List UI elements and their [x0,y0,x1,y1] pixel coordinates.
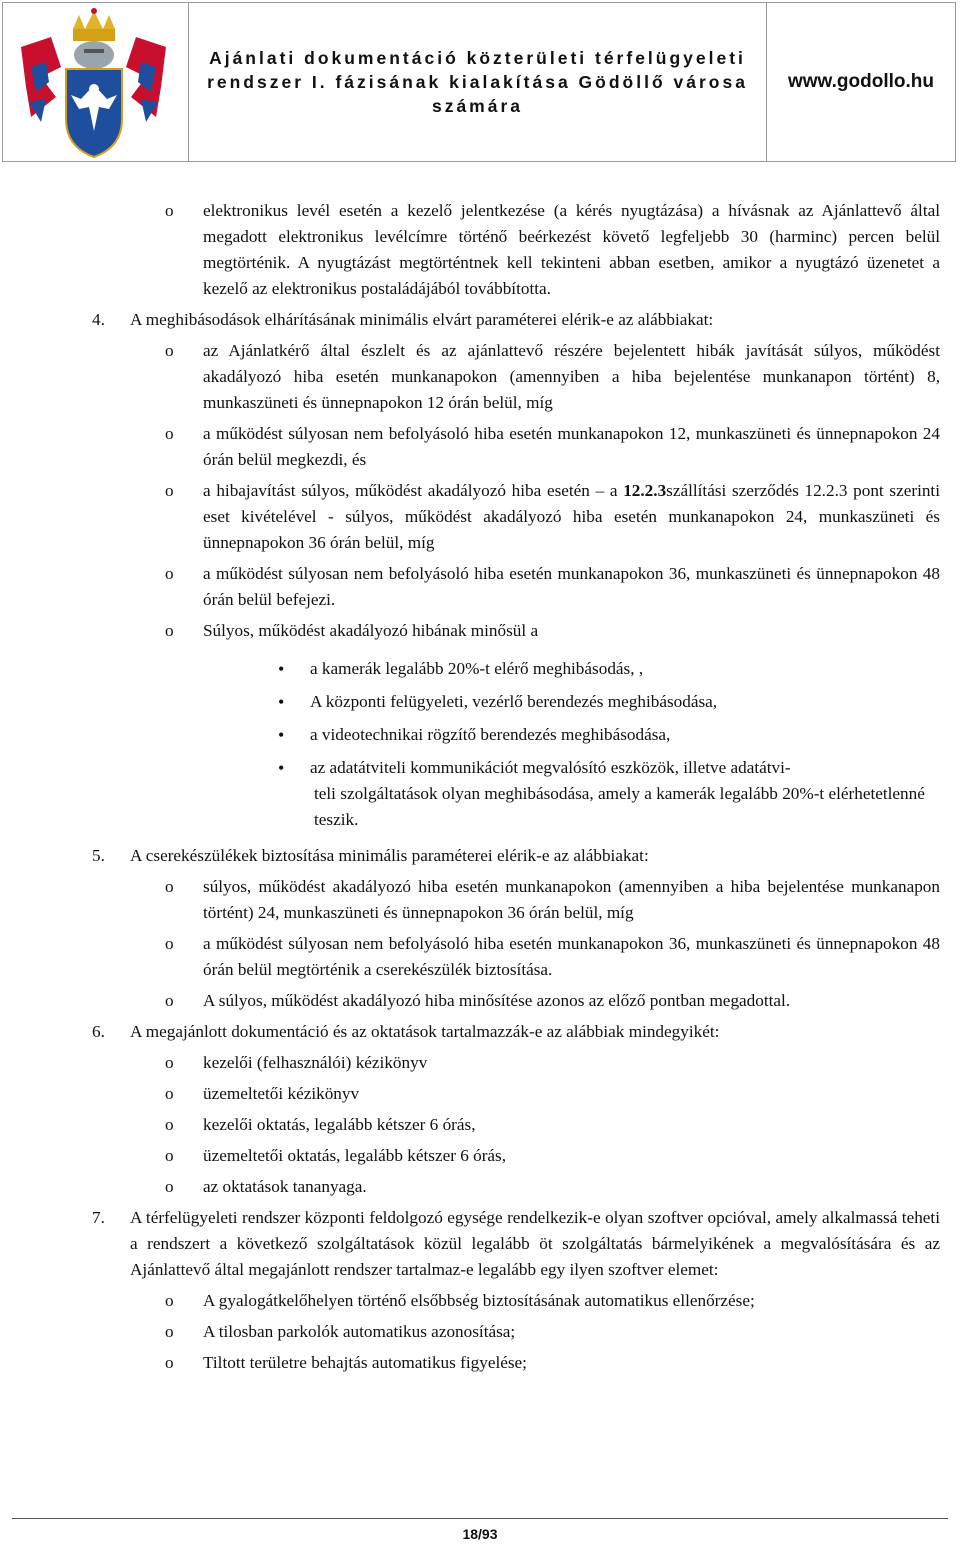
list-item [0,931,960,983]
website-link[interactable]: www.godollo.hu [788,71,934,92]
item-text: A meghibásodások elhárításának minimális elvárt paraméterei elérik-e az alábbiakat: [130,310,714,329]
document-title-cell [189,3,767,161]
bullet-item [0,689,960,715]
list-marker: o [165,1353,174,1372]
list-marker: o [165,341,174,360]
list-item [0,1288,960,1314]
bullet-text: az adatátviteli kommunikációt megvalósító eszközök, illetve adatátvi- [310,758,791,777]
list-item-text: elektronikus levél esetén a kezelő jelentkezése (a kérés nyugtázása) a hívásnak az Ajánlattevő által megadott elektronikus levélcímre történő beérkezést követő legfeljebb 30 (harminc) percen belül megtörténik. A nyugtázást megtörténtnek kell tekinteni abban esetben, amikor a nyugtázó üzenetet a kezelő az elektronikus postaládájából továbbította. [203,201,940,298]
section-reference: 12.2.3 [623,481,667,500]
list-marker: o [165,1322,174,1341]
list-item-text: A tilosban parkolók automatikus azonosítása; [203,1322,516,1341]
numbered-item-4 [0,307,960,333]
list-item-text: üzemeltetői kézikönyv [203,1084,360,1103]
item-number: 7. [92,1208,105,1227]
bullet-item [0,755,960,833]
list-item [0,1350,960,1376]
list-item-text: A súlyos, működést akadályozó hiba minősítése azonos az előző pontban megadottal. [203,991,791,1010]
list-item-text: a működést súlyosan nem befolyásoló hiba esetén munkanapokon 36, munkaszüneti és ünnepnapokon 48 órán belül befejezi. [203,564,940,609]
bullet-text: a kamerák legalább 20%-t elérő meghibásodás, , [310,659,644,678]
bullet-marker: • [278,659,285,679]
list-marker: o [165,1084,174,1103]
item-text: A cserekészülékek biztosítása minimális paraméterei elérik-e az alábbiakat: [130,846,649,865]
list-item [0,1081,960,1107]
list-item [0,338,960,416]
list-item-text: Tiltott területre behajtás automatikus figyelése; [203,1353,527,1372]
url-cell [767,3,955,161]
list-marker: o [165,991,174,1010]
bullet-text: a videotechnikai rögzítő berendezés meghibásodása, [310,725,671,744]
page-number: 18/93 [462,1526,498,1542]
list-item [0,1050,960,1076]
bullet-text: A központi felügyeleti, vezérlő berendezés meghibásodása, [310,692,718,711]
list-item [0,618,960,644]
list-item [0,198,960,302]
item-number: 5. [92,846,105,865]
list-item-text: az oktatások tananyaga. [203,1177,367,1196]
document-title: Ajánlati dokumentáció közterületi térfelügyeleti rendszer I. fázisának kialakítása Gödöllő városa számára [207,48,748,116]
list-marker: o [165,1291,174,1310]
list-marker: o [165,621,174,640]
list-item [0,874,960,926]
list-item-text-pre: a hibajavítást súlyos, működést akadályozó hiba esetén – a [203,481,624,500]
list-marker: o [165,481,174,500]
list-marker: o [165,201,174,220]
list-item [0,1112,960,1138]
item-text: A térfelügyeleti rendszer központi feldolgozó egysége rendelkezik-e olyan szoftver opcióval, amely alkalmassá teheti a rendszert a következő szolgáltatások közül legalább öt szolgáltatás bármelyikének a megvalósítására és az Ajánlattevő által megajánlott rendszer tartalmaz-e legalább egy ilyen szoftver elemet: [130,1208,940,1279]
list-marker: o [165,564,174,583]
list-item [0,561,960,613]
list-item [0,421,960,473]
list-item-text: súlyos, működést akadályozó hiba esetén munkanapokon (amennyiben a hiba bejelentése munkanapon történt) 24, munkaszüneti és ünnepnapokon 36 órán belül, míg [203,877,940,922]
list-marker: o [165,1146,174,1165]
coat-of-arms-icon [11,7,176,159]
list-marker: o [165,934,174,953]
bullet-marker: • [278,692,285,712]
item-text: A megajánlott dokumentáció és az oktatások tartalmazzák-e az alábbiak mindegyikét: [130,1022,720,1041]
list-item-text: üzemeltetői oktatás, legalább kétszer 6 órás, [203,1146,507,1165]
list-marker: o [165,877,174,896]
list-item [0,1143,960,1169]
list-marker: o [165,424,174,443]
bullet-item [0,656,960,682]
footer-divider [12,1518,948,1519]
list-item [0,478,960,556]
list-item-text-post: szállítási szerződés 12.2.3 pont szerinti eset kivételével - súlyos, működést akadályozó hiba esetén munkanapokon 24, munkaszüneti és ünnepnapokon 36 órán belül, míg [203,481,940,552]
list-marker: o [165,1177,174,1196]
list-item-text: kezelői (felhasználói) kézikönyv [203,1053,428,1072]
list-marker: o [165,1115,174,1134]
list-item-text: kezelői oktatás, legalább kétszer 6 órás, [203,1115,476,1134]
list-item-text: Súlyos, működést akadályozó hibának minősül a [203,621,539,640]
numbered-item-7 [0,1205,960,1283]
page-header [2,2,956,162]
numbered-item-5 [0,843,960,869]
list-item-text: A gyalogátkelőhelyen történő elsőbbség biztosításának automatikus ellenőrzése; [203,1291,755,1310]
bullet-marker: • [278,758,285,778]
list-item [0,988,960,1014]
item-number: 4. [92,310,105,329]
bullet-continuation: teli szolgáltatások olyan meghibásodása, amely a kamerák legalább 20%-t elérhetetlenné teszik. [314,784,925,829]
bullet-marker: • [278,725,285,745]
logo-cell [3,3,189,161]
list-marker: o [165,1053,174,1072]
bullet-item [0,722,960,748]
list-item-text: a működést súlyosan nem befolyásoló hiba esetén munkanapokon 12, munkaszüneti és ünnepnapokon 24 órán belül megkezdi, és [203,424,940,469]
list-item [0,1174,960,1200]
list-item-text: a működést súlyosan nem befolyásoló hiba esetén munkanapokon 36, munkaszüneti és ünnepnapokon 48 órán belül megtörténik a cserekészülék biztosítása. [203,934,940,979]
list-item [0,1319,960,1345]
document-body [0,198,960,1381]
numbered-item-6 [0,1019,960,1045]
item-number: 6. [92,1022,105,1041]
list-item-text: az Ajánlatkérő által észlelt és az ajánlattevő részére bejelentett hibák javítását súlyos, működést akadályozó hiba esetén munkanapokon (amennyiben a hiba bejelentése munkanapon történt) 8, munkaszüneti és ünnepnapokon 12 órán belül, míg [203,341,940,412]
